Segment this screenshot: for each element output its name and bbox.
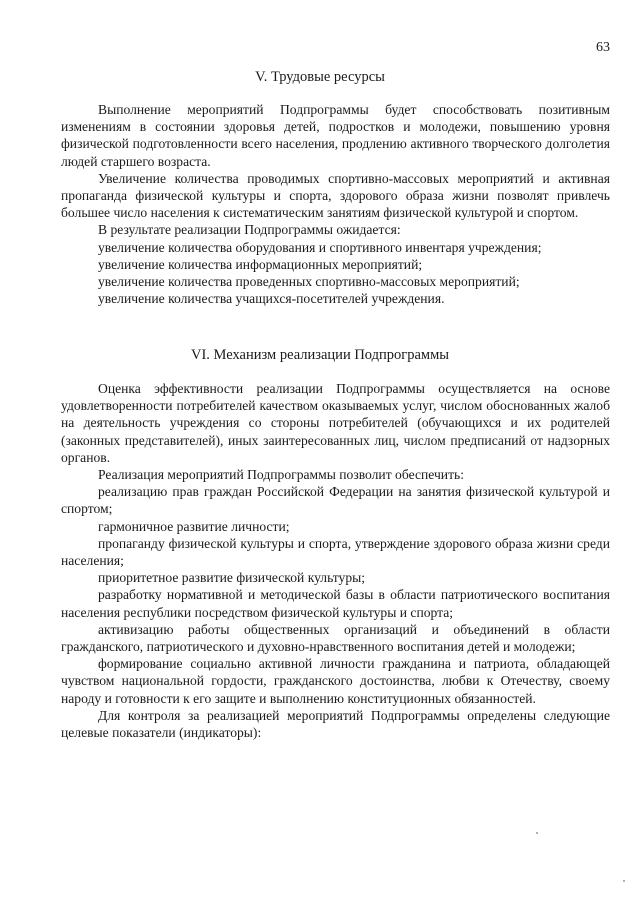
paragraph: реализацию прав граждан Российской Федерации на занятия физической культурой и спортом; (61, 484, 610, 517)
list-item: увеличение количества учащихся-посетителей учреждения. (98, 291, 445, 307)
paragraph: приоритетное развитие физической культуры; (98, 570, 366, 586)
section-implementation-mechanism-body (61, 380, 610, 741)
paragraph: формирование социально активной личности гражданина и патриота, обладающей чувством национальной гордости, гражданского достоинства, любви к Отечеству, своему народу и готовности к его защите и выполнению конституционных обязанностей. (61, 656, 610, 706)
paragraph: активизацию работы общественных организаций и объединений в области гражданского, патриотического и духовно-нравственного воспитания детей и молодежи; (61, 621, 610, 655)
section-title-implementation-mechanism: VI. Механизм реализации Подпрограммы (191, 347, 449, 363)
paragraph: В результате реализации Подпрограммы ожидается: (98, 222, 401, 238)
section-labor-resources-body (61, 101, 610, 307)
paragraph: Реализация мероприятий Подпрограммы позволит обеспечить: (98, 467, 464, 483)
paragraph: пропаганду физической культуры и спорта, утверждение здорового образа жизни среди населения; (61, 535, 610, 569)
paragraph: Выполнение мероприятий Подпрограммы будет способствовать позитивным изменениям в состоянии здоровья детей, подростков и молодежи, повышению уровня физической подготовленности всего населения, продлению активного творческого долголетия людей старшего возраста. (61, 102, 610, 169)
scan-artifact (536, 832, 538, 834)
paragraph: гармоничное развитие личности; (98, 518, 290, 534)
paragraph: Увеличение количества проводимых спортивно-массовых мероприятий и активная пропаганда физической культуры и спорта, здорового образа жизни позволят привлечь большее число населения к систематическим занятиям физической культурой и спортом. (61, 170, 610, 221)
list-item: увеличение количества информационных мероприятий; (98, 256, 423, 272)
paragraph: Оценка эффективности реализации Подпрограммы осуществляется на основе удовлетворенности потребителей качеством оказываемых услуг, числом обоснованных жалоб на деятельность учреждения со стороны потребителей (обучающихся и их родителей (законных представителей), иных заинтересованных лиц, числом предписаний от надзорных органов. (61, 381, 610, 465)
list-item: увеличение количества проведенных спортивно-массовых мероприятий; (98, 274, 520, 290)
paragraph: разработку нормативной и методической базы в области патриотического воспитания населения республики посредством физической культуры и спорта; (61, 587, 610, 620)
section-title-labor-resources: V. Трудовые ресурсы (255, 69, 385, 85)
paragraph: Для контроля за реализацией мероприятий Подпрограммы определены следующие целевые показатели (индикаторы): (61, 707, 610, 741)
list-item: увеличение количества оборудования и спортивного инвентаря учреждения; (98, 239, 542, 255)
scan-artifact (623, 880, 625, 882)
page-number: 63 (596, 40, 610, 55)
